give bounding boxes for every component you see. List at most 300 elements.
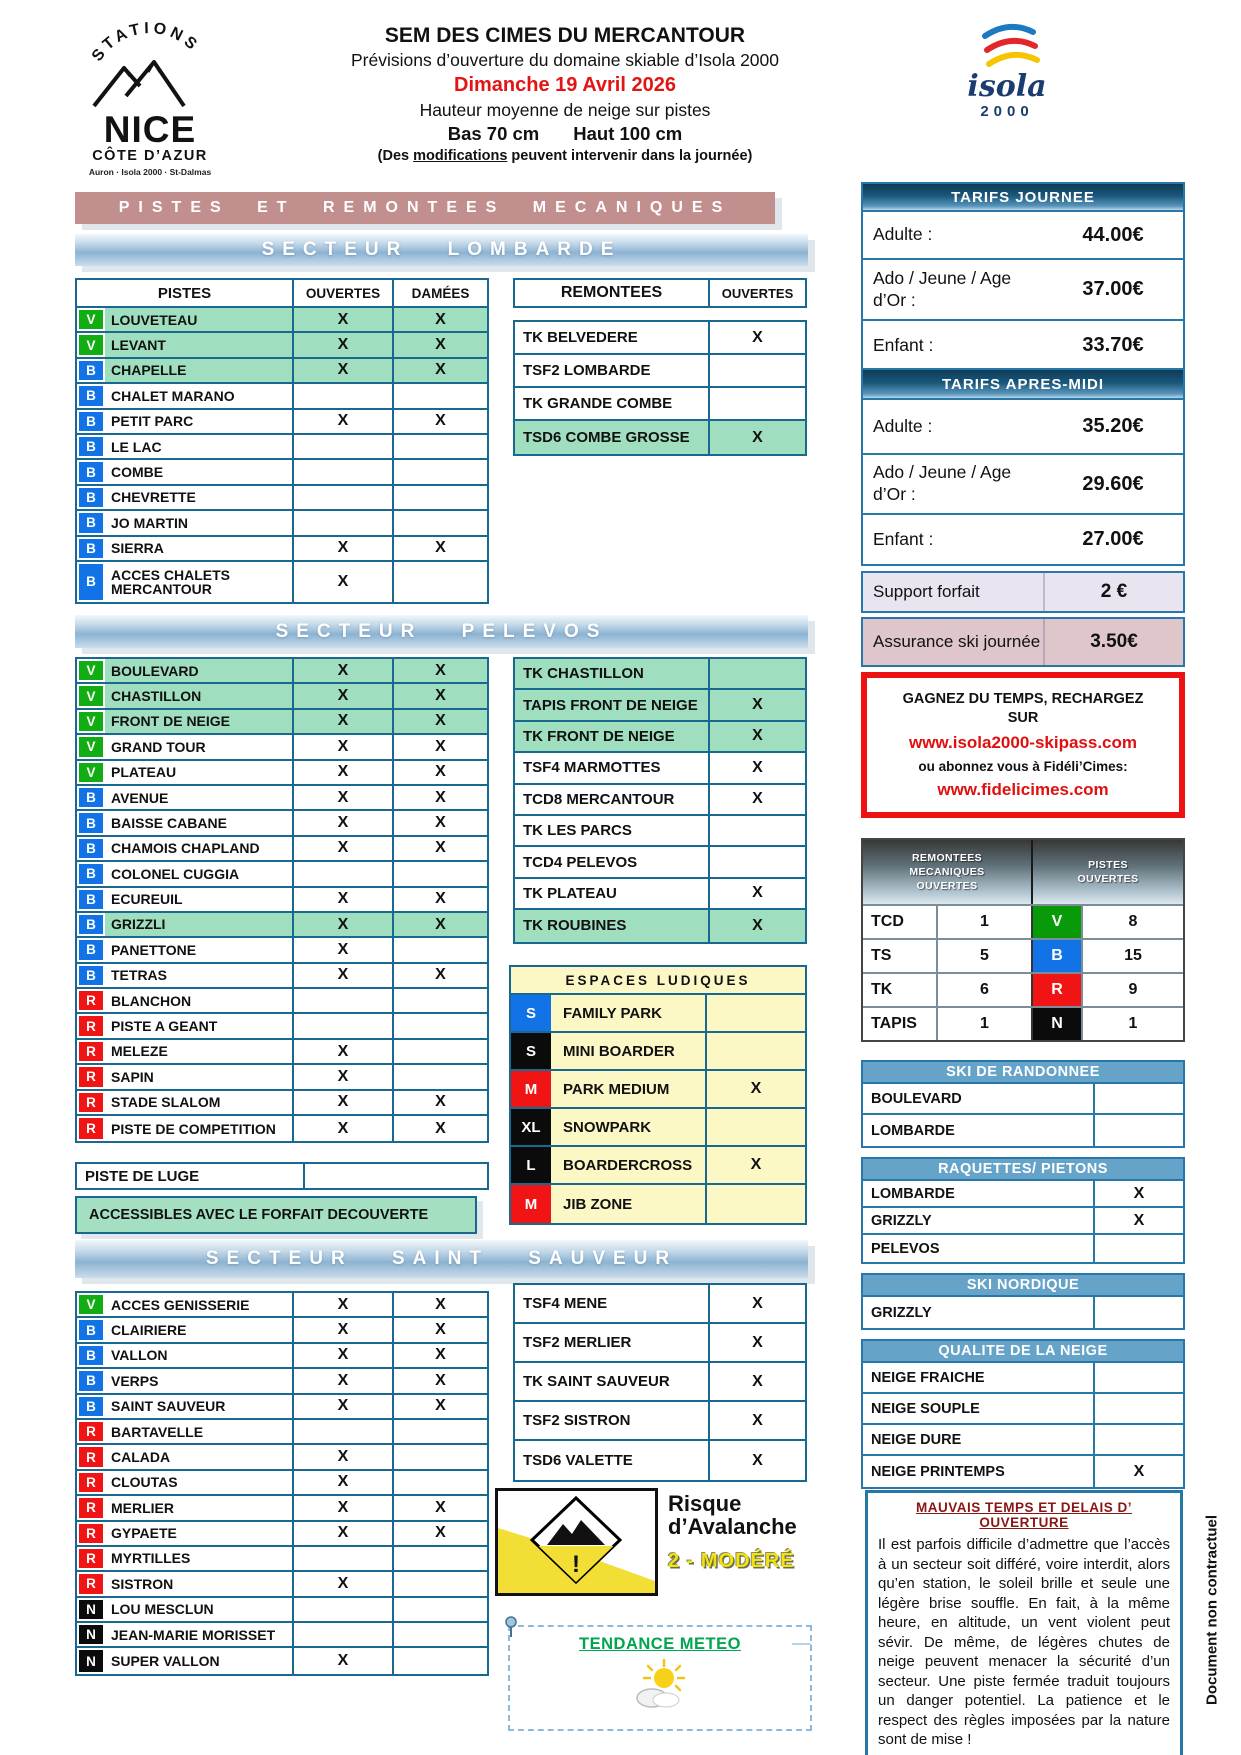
lift-name: TSD6 VALETTE <box>523 1452 633 1469</box>
piste-name: CHALET MARANO <box>111 387 235 404</box>
piste-open-cell: X <box>292 735 392 758</box>
piste-groomed-cell <box>392 1065 487 1088</box>
piste-row <box>77 1522 487 1547</box>
side-row-name: LOMBARDE <box>871 1122 955 1139</box>
lift-row <box>515 1324 805 1363</box>
piste-name: BAISSE CABANE <box>111 814 227 831</box>
piste-level-cell <box>77 837 105 860</box>
piste-name: ACCES CHALETS MERCANTOUR <box>111 566 231 597</box>
piste-level-cell <box>77 1420 105 1443</box>
side-row-name: PELEVOS <box>871 1240 940 1257</box>
piste-level-badge: V <box>79 763 103 782</box>
piste-level-badge: B <box>79 564 103 600</box>
pistes-table-header <box>77 280 487 308</box>
piste-level-badge: B <box>79 437 103 456</box>
lift-open-cell <box>708 847 805 876</box>
piste-level-badge: R <box>79 1574 103 1593</box>
lift-open-cell: X <box>708 722 805 751</box>
sun-cloud-icon <box>628 1658 692 1710</box>
piste-groomed-cell <box>392 562 487 602</box>
piste-groomed-cell: X <box>392 913 487 936</box>
lift-open-cell: X <box>708 1363 805 1400</box>
piste-open-cell: X <box>292 786 392 809</box>
piste-name: COMBE <box>111 463 164 480</box>
avalanche-risk-text <box>668 1492 840 1573</box>
side-table-row <box>863 1394 1183 1425</box>
stats-row <box>863 1006 1183 1040</box>
piste-level-cell <box>77 384 105 407</box>
piste-level-cell <box>77 308 105 331</box>
piste-open-cell: X <box>292 811 392 834</box>
stats-row <box>863 972 1183 1006</box>
piste-groomed-cell: X <box>392 1116 487 1141</box>
piste-open-cell: X <box>292 761 392 784</box>
svg-text:STATIONS: STATIONS <box>88 19 203 65</box>
tarifs-journee-title: TARIFS JOURNEE <box>863 184 1183 212</box>
piste-level-cell <box>77 1116 105 1141</box>
lift-row <box>515 421 805 454</box>
tarifs-apres-midi-table <box>861 368 1185 566</box>
piste-name: PANETTONE <box>111 941 197 958</box>
piste-groomed-cell: X <box>392 684 487 707</box>
piste-name: BLANCHON <box>111 992 192 1009</box>
lift-open-cell: X <box>708 785 805 814</box>
piste-row <box>77 1572 487 1597</box>
piste-groomed-cell <box>392 486 487 509</box>
piste-row <box>77 537 487 562</box>
col-lifts-ouvertes: OUVERTES <box>708 280 805 306</box>
piste-level-cell <box>77 888 105 911</box>
page-subtitle: Prévisions d’ouverture du domaine skiable d’Isola 2000 <box>350 50 780 70</box>
lift-row <box>515 659 805 690</box>
piste-open-cell: X <box>292 1040 392 1063</box>
assurance-ski-label: Assurance ski journée <box>873 632 1041 651</box>
fun-zone-name: MINI BOARDER <box>551 1033 705 1069</box>
fun-zone-row <box>511 1109 805 1147</box>
lift-name: TK SAINT SAUVEUR <box>523 1373 670 1390</box>
piste-groomed-cell <box>392 511 487 534</box>
piste-name: COLONEL CUGGIA <box>111 865 240 882</box>
support-forfait-row <box>861 571 1185 613</box>
piste-row <box>77 862 487 887</box>
piste-level-cell <box>77 761 105 784</box>
side-row-name: NEIGE PRINTEMPS <box>871 1463 1005 1480</box>
piste-level-badge: R <box>79 1524 103 1543</box>
piste-groomed-cell: X <box>392 333 487 356</box>
piste-row <box>77 1420 487 1445</box>
piste-name: CHEVRETTE <box>111 489 196 506</box>
fun-zone-badge: M <box>511 1071 551 1107</box>
price-row <box>863 515 1183 564</box>
lift-open-cell <box>708 388 805 419</box>
piste-level-cell <box>77 1572 105 1595</box>
piste-open-cell: X <box>292 1091 392 1114</box>
fun-zone-row <box>511 995 805 1033</box>
piste-row <box>77 1116 487 1141</box>
fun-zone-name: PARK MEDIUM <box>551 1071 705 1107</box>
piste-level-badge: V <box>79 686 103 705</box>
tarifs-apres-midi-title: TARIFS APRES-MIDI <box>863 370 1183 400</box>
piste-groomed-cell <box>392 989 487 1012</box>
fun-zone-open-cell: X <box>705 1071 805 1107</box>
piste-row <box>77 562 487 602</box>
piste-level-badge: B <box>79 1397 103 1416</box>
piste-level-badge: B <box>79 488 103 507</box>
fun-zone-open-cell <box>705 1033 805 1069</box>
piste-row <box>77 888 487 913</box>
lift-open-cell <box>708 659 805 688</box>
skipass-link[interactable]: www.isola2000-skipass.com <box>908 733 1138 753</box>
stats-lift-count: 1 <box>936 906 1031 938</box>
piste-level-cell <box>77 1395 105 1418</box>
piste-open-cell <box>292 384 392 407</box>
price-label: Enfant : <box>873 334 934 355</box>
piste-level-badge: R <box>79 991 103 1010</box>
luge-label: PISTE DE LUGE <box>85 1167 200 1185</box>
piste-groomed-cell <box>392 1445 487 1468</box>
snow-depths <box>295 123 835 145</box>
piste-groomed-cell <box>392 1547 487 1570</box>
piste-open-cell: X <box>292 333 392 356</box>
price-row <box>863 321 1183 370</box>
stats-lift-count: 1 <box>936 1008 1031 1040</box>
piste-groomed-cell <box>392 862 487 885</box>
piste-name: SAPIN <box>111 1068 154 1085</box>
piste-level-cell <box>77 1369 105 1392</box>
piste-open-cell: X <box>292 913 392 936</box>
piste-level-badge: V <box>79 661 103 680</box>
lift-name: TCD4 PELEVOS <box>523 853 638 871</box>
side-table <box>861 1157 1185 1264</box>
piste-level-cell <box>77 964 105 987</box>
fun-zone-badge: XL <box>511 1109 551 1145</box>
piste-level-cell <box>77 359 105 382</box>
piste-level-badge: B <box>79 1371 103 1390</box>
assurance-ski-row <box>861 617 1185 667</box>
piste-level-badge: B <box>79 864 103 883</box>
piste-name: CHAMOIS CHAPLAND <box>111 840 260 857</box>
meteo-title: TENDANCE METEO <box>579 1635 741 1653</box>
lift-open-cell: X <box>708 753 805 782</box>
piste-open-cell: X <box>292 710 392 733</box>
lift-name: TK CHASTILLON <box>515 659 708 688</box>
pelevos-lifts-table <box>513 657 807 944</box>
report-date: Dimanche 19 Avril 2026 <box>454 74 676 96</box>
piste-row <box>77 1344 487 1369</box>
side-row-name: NEIGE DURE <box>871 1431 962 1448</box>
piste-name: MYRTILLES <box>111 1550 191 1567</box>
stats-row <box>863 938 1183 972</box>
stats-level-badge: B <box>1031 940 1081 972</box>
lift-row <box>515 1402 805 1441</box>
fun-zone-name: FAMILY PARK <box>551 995 705 1031</box>
piste-row <box>77 659 487 684</box>
piste-row <box>77 1014 487 1039</box>
price-value: 44.00€ <box>1082 223 1144 246</box>
lifts-open-header: REMONTEES MECANIQUES OUVERTES <box>863 840 1031 904</box>
side-row-open-cell: X <box>1093 1456 1183 1487</box>
col-pistes: PISTES <box>157 284 212 302</box>
piste-level-badge: V <box>79 335 103 354</box>
piste-row <box>77 837 487 862</box>
piste-level-cell <box>77 1623 105 1646</box>
piste-row <box>77 1623 487 1648</box>
piste-open-cell: X <box>292 537 392 560</box>
lift-row <box>515 785 805 816</box>
piste-name: PISTE DE COMPETITION <box>111 1120 276 1137</box>
price-row <box>863 455 1183 515</box>
piste-level-cell <box>77 460 105 483</box>
piste-groomed-cell: X <box>392 1522 487 1545</box>
piste-level-cell <box>77 537 105 560</box>
pelevos-pistes-table <box>75 657 489 1143</box>
piste-name: ECUREUIL <box>111 891 183 908</box>
piste-name: SIERRA <box>111 540 164 557</box>
nice-cote-dazur-logo <box>68 16 232 177</box>
piste-level-cell <box>77 1648 105 1673</box>
piste-name: SUPER VALLON <box>111 1653 220 1670</box>
piste-name: JEAN-MARIE MORISSET <box>111 1626 276 1643</box>
side-table-row <box>863 1456 1183 1487</box>
piste-level-cell <box>77 684 105 707</box>
side-row-open-cell <box>1093 1115 1183 1146</box>
side-row-open-cell: X <box>1093 1181 1183 1206</box>
lift-name: TK LES PARCS <box>523 822 632 840</box>
lift-row <box>515 388 805 421</box>
stats-lift-count: 5 <box>936 940 1031 972</box>
piste-open-cell: X <box>292 1496 392 1519</box>
col-damees: DAMÉES <box>392 280 487 306</box>
piste-level-cell <box>77 1065 105 1088</box>
piste-groomed-cell <box>392 1014 487 1037</box>
piste-level-cell <box>77 862 105 885</box>
avalanche-label-1: Risque <box>668 1491 742 1516</box>
piste-name: GRAND TOUR <box>111 738 206 755</box>
side-table-row <box>863 1208 1183 1235</box>
snow-depth-high: Haut 100 cm <box>573 123 683 144</box>
piste-level-cell <box>77 511 105 534</box>
piste-open-cell: X <box>292 1648 392 1673</box>
piste-level-badge: B <box>79 839 103 858</box>
side-row-name: GRIZZLY <box>871 1212 932 1229</box>
piste-open-cell: X <box>292 1344 392 1367</box>
lift-open-cell: X <box>708 879 805 908</box>
piste-level-badge: B <box>79 966 103 985</box>
fun-zone-badge: S <box>511 995 551 1031</box>
side-row-name: NEIGE SOUPLE <box>871 1400 980 1417</box>
piste-level-badge: B <box>79 412 103 431</box>
piste-name: CLAIRIERE <box>111 1321 187 1338</box>
side-row-open-cell <box>1093 1394 1183 1423</box>
piste-groomed-cell: X <box>392 1395 487 1418</box>
piste-open-cell: X <box>292 1369 392 1392</box>
piste-open-cell: X <box>292 1471 392 1494</box>
piste-name: FRONT DE NEIGE <box>105 710 292 733</box>
document-non-contractuel-note: Document non contractuel <box>1203 1515 1221 1706</box>
piste-level-cell <box>77 786 105 809</box>
side-row-open-cell <box>1093 1297 1183 1328</box>
piste-open-cell: X <box>292 562 392 602</box>
side-row-open-cell <box>1093 1235 1183 1262</box>
price-label: Enfant : <box>873 528 934 549</box>
piste-name: VERPS <box>111 1372 159 1389</box>
piste-row <box>77 359 487 384</box>
lift-row <box>515 1363 805 1402</box>
logo-name: NICE <box>103 109 197 150</box>
piste-row <box>77 1496 487 1521</box>
price-value: 37.00€ <box>1082 278 1144 300</box>
stats-piste-count: 15 <box>1081 940 1183 972</box>
piste-level-badge: R <box>79 1016 103 1035</box>
price-label: Adulte : <box>873 415 933 436</box>
lift-row <box>515 322 805 355</box>
header-text <box>295 24 835 164</box>
piste-groomed-cell: X <box>392 710 487 733</box>
lift-name: TSD6 COMBE GROSSE <box>515 421 708 454</box>
piste-groomed-cell: X <box>392 837 487 860</box>
side-row-open-cell: X <box>1093 1208 1183 1233</box>
piste-row <box>77 735 487 760</box>
piste-name: STADE SLALOM <box>111 1094 221 1111</box>
piste-level-cell <box>77 562 105 602</box>
piste-groomed-cell <box>392 1598 487 1621</box>
piste-row <box>77 1445 487 1470</box>
piste-level-cell <box>77 410 105 433</box>
piste-groomed-cell <box>392 1471 487 1494</box>
piste-groomed-cell <box>392 460 487 483</box>
lift-name: TCD8 MERCANTOUR <box>523 790 675 808</box>
piste-row <box>77 811 487 836</box>
stats-level-badge: V <box>1031 906 1081 938</box>
lift-name: TK GRANDE COMBE <box>523 395 673 412</box>
piste-name: SISTRON <box>111 1575 174 1592</box>
notice-text: Il est parfois difficile d’admettre que l’accès à un secteur soit différé, voire interdit, alors qu’en station, le soleil brille et seule une légère brise souffle. En fait, à la même heure, en altitude, un vent violent peut sévir. De même, de légères chutes de neige peuvent menacer la sécurité d’un secteur. Une piste fermée traduit toujours un danger potentiel. La patience et le respect des règles imposées par la nature sont de mise ! <box>878 1536 1170 1748</box>
notice-title: MAUVAIS TEMPS ET DELAIS D’ OUVERTURE <box>915 1500 1132 1530</box>
piste-open-cell: X <box>292 410 392 433</box>
piste-groomed-cell <box>392 384 487 407</box>
piste-level-cell <box>77 913 105 936</box>
side-table-title: SKI NORDIQUE <box>863 1275 1183 1297</box>
avalanche-label-2: d’Avalanche <box>668 1514 797 1540</box>
piste-open-cell: X <box>292 659 392 682</box>
piste-open-cell <box>292 862 392 885</box>
piste-name: MELEZE <box>111 1043 168 1060</box>
piste-groomed-cell <box>392 1040 487 1063</box>
piste-row <box>77 486 487 511</box>
lifts-table-header <box>513 278 807 308</box>
price-value: 35.20€ <box>1082 415 1144 437</box>
side-row-name: BOULEVARD <box>871 1090 962 1107</box>
espaces-ludiques-table <box>509 965 807 1225</box>
piste-open-cell: X <box>292 1395 392 1418</box>
piste-name: VALLON <box>111 1347 168 1364</box>
price-row <box>863 212 1183 260</box>
piste-name: GRIZZLI <box>105 913 292 936</box>
piste-name: CLOUTAS <box>111 1474 178 1491</box>
isola-logo-name: isola <box>967 69 1047 104</box>
piste-level-cell <box>77 1471 105 1494</box>
lift-row <box>515 847 805 878</box>
avalanche-risk-icon <box>495 1488 658 1596</box>
piste-level-badge: V <box>79 1295 103 1314</box>
piste-open-cell: X <box>292 1116 392 1141</box>
bad-weather-notice <box>865 1490 1183 1755</box>
lift-open-cell: X <box>708 1285 805 1322</box>
saint-sauveur-pistes-table <box>75 1291 489 1676</box>
piste-level-badge: N <box>79 1600 103 1619</box>
piste-level-cell <box>77 1293 105 1316</box>
lift-name: TAPIS FRONT DE NEIGE <box>515 690 708 719</box>
lift-open-cell: X <box>708 1441 805 1480</box>
piste-level-badge: V <box>79 310 103 329</box>
price-row <box>863 400 1183 455</box>
piste-groomed-cell: X <box>392 786 487 809</box>
lift-row <box>515 816 805 847</box>
piste-level-cell <box>77 486 105 509</box>
fun-zone-badge: L <box>511 1147 551 1183</box>
piste-row <box>77 913 487 938</box>
modifications-note: (Des modifications peuvent intervenir dans la journée) <box>377 148 753 164</box>
piste-groomed-cell <box>392 1648 487 1673</box>
side-table-row <box>863 1425 1183 1456</box>
espaces-ludiques-title: ESPACES LUDIQUES <box>511 967 805 995</box>
piste-groomed-cell <box>392 1572 487 1595</box>
lift-open-cell <box>708 355 805 386</box>
piste-name: MERLIER <box>111 1499 174 1516</box>
fidelicimes-link[interactable]: www.fidelicimes.com <box>937 780 1109 800</box>
piste-level-badge: R <box>79 1549 103 1568</box>
piste-groomed-cell: X <box>392 1318 487 1341</box>
piste-open-cell <box>292 460 392 483</box>
lift-name: TSF4 MARMOTTES <box>523 759 661 777</box>
piste-row <box>77 710 487 735</box>
piste-name: SAINT SAUVEUR <box>111 1398 226 1415</box>
lift-row <box>515 722 805 753</box>
piste-row <box>77 410 487 435</box>
side-table-row <box>863 1297 1183 1328</box>
banner-secteur-lombarde: SECTEUR LOMBARDE <box>75 234 808 266</box>
piste-level-cell <box>77 938 105 961</box>
piste-row <box>77 989 487 1014</box>
piste-row <box>77 761 487 786</box>
piste-level-badge: R <box>79 1498 103 1517</box>
fun-zone-open-cell <box>705 1109 805 1145</box>
piste-row <box>77 684 487 709</box>
stats-piste-count: 8 <box>1081 906 1183 938</box>
piste-name: LOUVETEAU <box>105 308 292 331</box>
piste-level-badge: R <box>79 1473 103 1492</box>
piste-name: CALADA <box>111 1448 171 1465</box>
piste-groomed-cell: X <box>392 964 487 987</box>
fun-zone-name: BOARDERCROSS <box>551 1147 705 1183</box>
piste-row <box>77 308 487 333</box>
side-table-row <box>863 1115 1183 1146</box>
lift-open-cell: X <box>708 322 805 353</box>
piste-row <box>77 1040 487 1065</box>
lift-open-cell: X <box>708 421 805 454</box>
piste-open-cell <box>292 1420 392 1443</box>
piste-level-cell <box>77 1445 105 1468</box>
piste-row <box>77 1598 487 1623</box>
piste-open-cell <box>292 511 392 534</box>
piste-name: CHAPELLE <box>105 359 292 382</box>
lift-row <box>515 690 805 721</box>
piste-level-badge: R <box>79 1042 103 1061</box>
piste-open-cell: X <box>292 1065 392 1088</box>
piste-groomed-cell: X <box>392 410 487 433</box>
piste-open-cell: X <box>292 837 392 860</box>
side-table-title: QUALITE DE LA NEIGE <box>863 1341 1183 1363</box>
